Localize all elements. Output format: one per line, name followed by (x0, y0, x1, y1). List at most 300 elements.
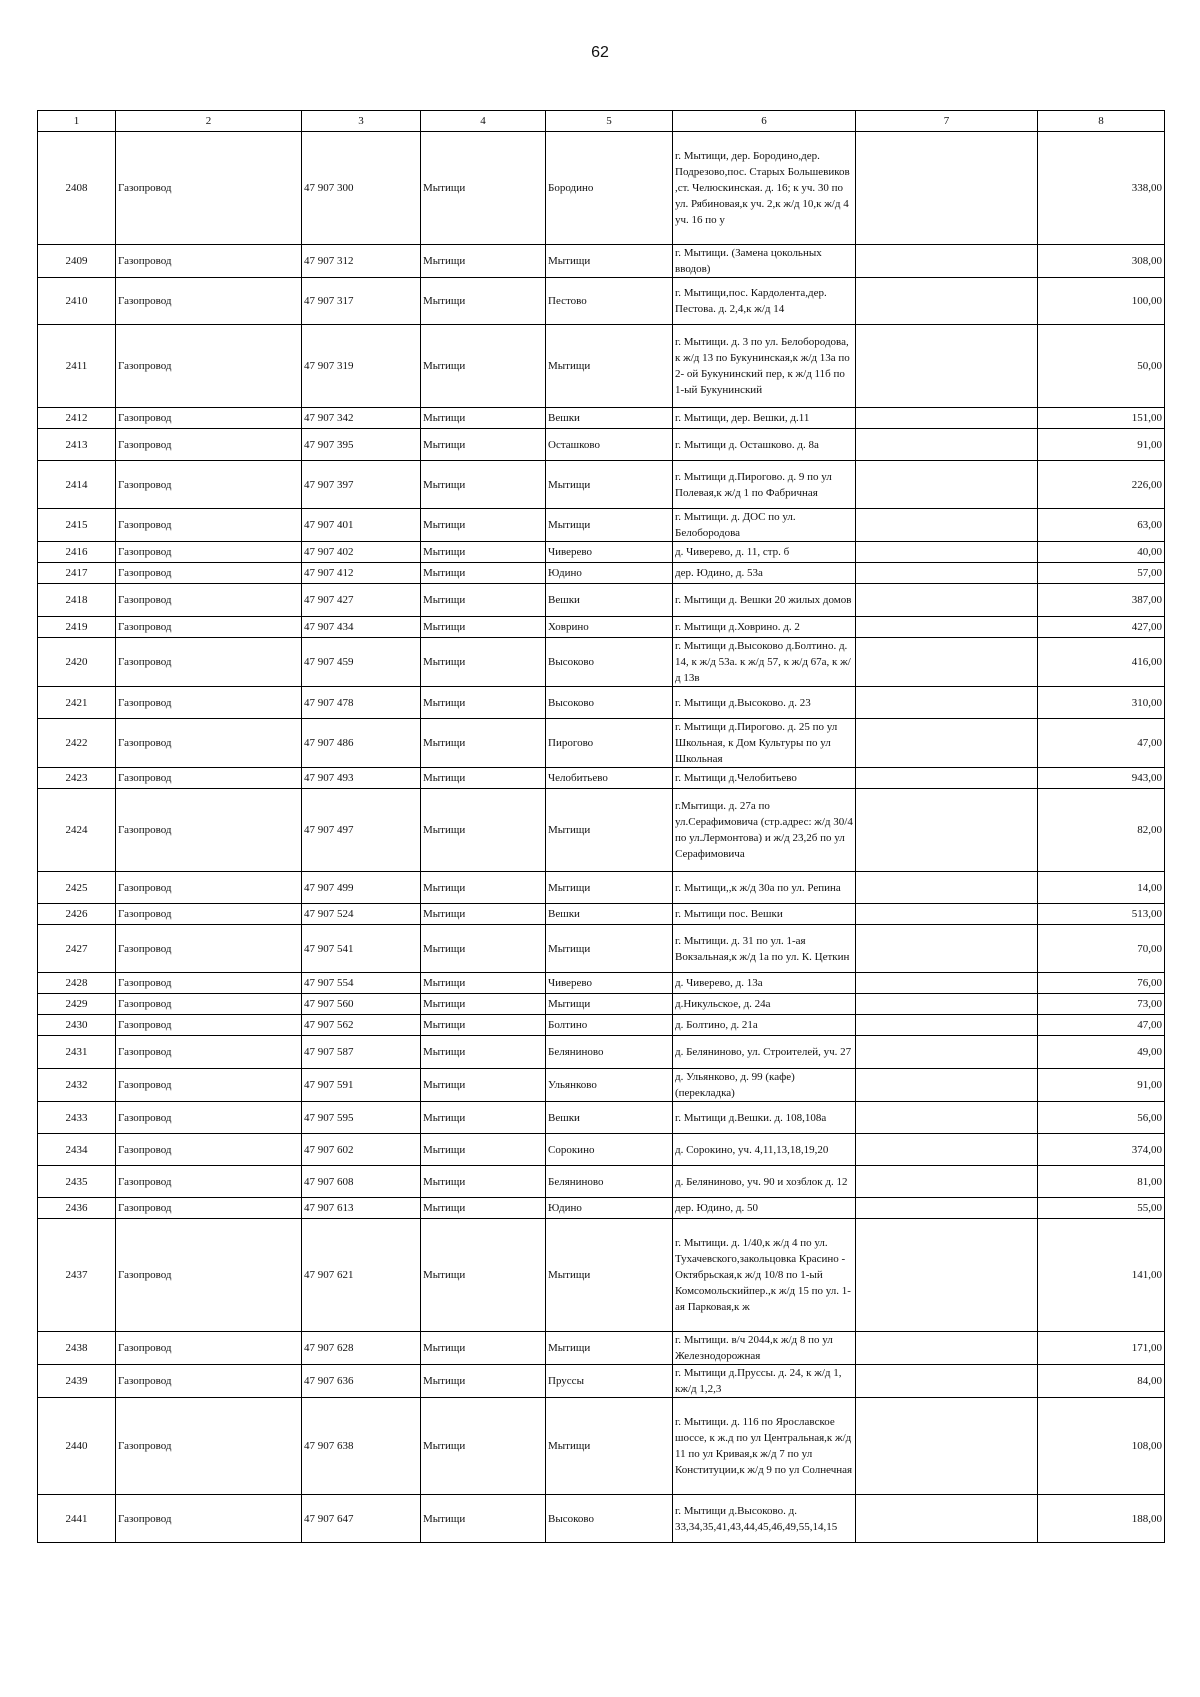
okato-code: 47 907 638 (302, 1398, 421, 1495)
row-number: 2413 (38, 429, 116, 461)
object-name: Газопровод (116, 872, 302, 904)
row-number: 2420 (38, 638, 116, 687)
address-cell: г. Мытищи,пос. Кардолента,дер. Пестова. д. 2,4,к ж/д 14 (673, 278, 856, 325)
empty-cell (856, 1495, 1038, 1543)
okato-code: 47 907 613 (302, 1198, 421, 1219)
length-value: 171,00 (1038, 1332, 1165, 1365)
address-cell: д. Чиверево, д. 11, стр. б (673, 542, 856, 563)
locality-name: Мытищи (546, 1398, 673, 1495)
object-name: Газопровод (116, 461, 302, 509)
length-value: 141,00 (1038, 1219, 1165, 1332)
district-name: Мытищи (421, 789, 546, 872)
locality-name: Вешки (546, 904, 673, 925)
table-header (38, 111, 1165, 132)
table-row (38, 1166, 1165, 1198)
district-name: Мытищи (421, 429, 546, 461)
row-number: 2422 (38, 719, 116, 768)
object-name: Газопровод (116, 1398, 302, 1495)
page-number: 62 (591, 44, 609, 61)
okato-code: 47 907 312 (302, 245, 421, 278)
address-cell: дер. Юдино, д. 50 (673, 1198, 856, 1219)
column-header: 4 (421, 111, 546, 132)
object-name: Газопровод (116, 789, 302, 872)
length-value: 374,00 (1038, 1134, 1165, 1166)
length-value: 49,00 (1038, 1036, 1165, 1069)
district-name: Мытищи (421, 584, 546, 617)
empty-cell (856, 1102, 1038, 1134)
locality-name: Вешки (546, 408, 673, 429)
object-name: Газопровод (116, 1495, 302, 1543)
empty-cell (856, 584, 1038, 617)
length-value: 70,00 (1038, 925, 1165, 973)
object-name: Газопровод (116, 408, 302, 429)
table-row (38, 1069, 1165, 1102)
locality-name: Высоково (546, 638, 673, 687)
address-cell: д. Ульянково, д. 99 (кафе) (перекладка) (673, 1069, 856, 1102)
row-number: 2415 (38, 509, 116, 542)
object-name: Газопровод (116, 768, 302, 789)
object-name: Газопровод (116, 925, 302, 973)
empty-cell (856, 408, 1038, 429)
locality-name: Мытищи (546, 325, 673, 408)
okato-code: 47 907 401 (302, 509, 421, 542)
table-row (38, 1036, 1165, 1069)
okato-code: 47 907 591 (302, 1069, 421, 1102)
object-name: Газопровод (116, 542, 302, 563)
column-header: 8 (1038, 111, 1165, 132)
okato-code: 47 907 499 (302, 872, 421, 904)
district-name: Мытищи (421, 278, 546, 325)
address-cell: д. Беляниново, ул. Строителей, уч. 27 (673, 1036, 856, 1069)
empty-cell (856, 872, 1038, 904)
row-number: 2440 (38, 1398, 116, 1495)
district-name: Мытищи (421, 617, 546, 638)
locality-name: Осташково (546, 429, 673, 461)
column-header: 1 (38, 111, 116, 132)
table-row (38, 1134, 1165, 1166)
locality-name: Мытищи (546, 509, 673, 542)
empty-cell (856, 1069, 1038, 1102)
locality-name: Бородино (546, 132, 673, 245)
length-value: 73,00 (1038, 994, 1165, 1015)
length-value: 226,00 (1038, 461, 1165, 509)
empty-cell (856, 542, 1038, 563)
table-row (38, 509, 1165, 542)
table-row (38, 872, 1165, 904)
object-name: Газопровод (116, 245, 302, 278)
locality-name: Мытищи (546, 1219, 673, 1332)
column-header: 7 (856, 111, 1038, 132)
locality-name: Мытищи (546, 872, 673, 904)
address-cell: г. Мытищи. д. 31 по ул. 1-ая Вокзальная,к ж/д 1а по ул. К. Цеткин (673, 925, 856, 973)
address-cell: дер. Юдино, д. 53а (673, 563, 856, 584)
empty-cell (856, 904, 1038, 925)
registry-table (37, 110, 1165, 1543)
locality-name: Беляниново (546, 1036, 673, 1069)
okato-code: 47 907 395 (302, 429, 421, 461)
district-name: Мытищи (421, 1198, 546, 1219)
row-number: 2438 (38, 1332, 116, 1365)
district-name: Мытищи (421, 1036, 546, 1069)
district-name: Мытищи (421, 461, 546, 509)
length-value: 57,00 (1038, 563, 1165, 584)
address-cell: г. Мытищи. в/ч 2044,к ж/д 8 по ул Железнодорожная (673, 1332, 856, 1365)
object-name: Газопровод (116, 563, 302, 584)
address-cell: г. Мытищи пос. Вешки (673, 904, 856, 925)
length-value: 14,00 (1038, 872, 1165, 904)
locality-name: Пруссы (546, 1365, 673, 1398)
empty-cell (856, 1332, 1038, 1365)
locality-name: Ульянково (546, 1069, 673, 1102)
row-number: 2434 (38, 1134, 116, 1166)
length-value: 47,00 (1038, 719, 1165, 768)
table-row (38, 1219, 1165, 1332)
table-row (38, 638, 1165, 687)
column-header: 2 (116, 111, 302, 132)
empty-cell (856, 687, 1038, 719)
object-name: Газопровод (116, 973, 302, 994)
table-row (38, 904, 1165, 925)
district-name: Мытищи (421, 1332, 546, 1365)
okato-code: 47 907 647 (302, 1495, 421, 1543)
length-value: 310,00 (1038, 687, 1165, 719)
district-name: Мытищи (421, 687, 546, 719)
length-value: 40,00 (1038, 542, 1165, 563)
empty-cell (856, 461, 1038, 509)
empty-cell (856, 925, 1038, 973)
address-cell: д. Болтино, д. 21а (673, 1015, 856, 1036)
okato-code: 47 907 595 (302, 1102, 421, 1134)
okato-code: 47 907 608 (302, 1166, 421, 1198)
district-name: Мытищи (421, 408, 546, 429)
district-name: Мытищи (421, 1219, 546, 1332)
locality-name: Ховрино (546, 617, 673, 638)
empty-cell (856, 278, 1038, 325)
table-row (38, 325, 1165, 408)
district-name: Мытищи (421, 1495, 546, 1543)
row-number: 2412 (38, 408, 116, 429)
locality-name: Чиверево (546, 973, 673, 994)
okato-code: 47 907 319 (302, 325, 421, 408)
okato-code: 47 907 486 (302, 719, 421, 768)
okato-code: 47 907 524 (302, 904, 421, 925)
length-value: 56,00 (1038, 1102, 1165, 1134)
object-name: Газопровод (116, 278, 302, 325)
okato-code: 47 907 554 (302, 973, 421, 994)
okato-code: 47 907 412 (302, 563, 421, 584)
table-row (38, 1495, 1165, 1543)
object-name: Газопровод (116, 1365, 302, 1398)
length-value: 416,00 (1038, 638, 1165, 687)
okato-code: 47 907 493 (302, 768, 421, 789)
table-row (38, 408, 1165, 429)
object-name: Газопровод (116, 509, 302, 542)
address-cell: д. Беляниново, уч. 90 и хозблок д. 12 (673, 1166, 856, 1198)
row-number: 2441 (38, 1495, 116, 1543)
row-number: 2428 (38, 973, 116, 994)
object-name: Газопровод (116, 1069, 302, 1102)
locality-name: Мытищи (546, 461, 673, 509)
table-row (38, 1102, 1165, 1134)
object-name: Газопровод (116, 719, 302, 768)
table-row (38, 973, 1165, 994)
address-cell: г. Мытищи д.Пруссы. д. 24, к ж/д 1, кж/д 1,2,3 (673, 1365, 856, 1398)
okato-code: 47 907 621 (302, 1219, 421, 1332)
table-row (38, 925, 1165, 973)
address-cell: г. Мытищи д. Осташково. д. 8а (673, 429, 856, 461)
empty-cell (856, 325, 1038, 408)
table-body (38, 132, 1165, 1543)
row-number: 2419 (38, 617, 116, 638)
table-row (38, 429, 1165, 461)
locality-name: Челобитьево (546, 768, 673, 789)
table-row (38, 1015, 1165, 1036)
locality-name: Мытищи (546, 1332, 673, 1365)
district-name: Мытищи (421, 872, 546, 904)
empty-cell (856, 1134, 1038, 1166)
district-name: Мытищи (421, 132, 546, 245)
address-cell: г. Мытищи д.Вешки. д. 108,108а (673, 1102, 856, 1134)
row-number: 2433 (38, 1102, 116, 1134)
row-number: 2425 (38, 872, 116, 904)
object-name: Газопровод (116, 1036, 302, 1069)
address-cell: д.Никульское, д. 24а (673, 994, 856, 1015)
locality-name: Юдино (546, 1198, 673, 1219)
length-value: 81,00 (1038, 1166, 1165, 1198)
okato-code: 47 907 562 (302, 1015, 421, 1036)
length-value: 100,00 (1038, 278, 1165, 325)
row-number: 2424 (38, 789, 116, 872)
locality-name: Высоково (546, 1495, 673, 1543)
empty-cell (856, 509, 1038, 542)
table-row (38, 719, 1165, 768)
district-name: Мытищи (421, 994, 546, 1015)
row-number: 2423 (38, 768, 116, 789)
address-cell: г. Мытищи. (Замена цокольных вводов) (673, 245, 856, 278)
district-name: Мытищи (421, 973, 546, 994)
object-name: Газопровод (116, 904, 302, 925)
okato-code: 47 907 587 (302, 1036, 421, 1069)
empty-cell (856, 1219, 1038, 1332)
length-value: 308,00 (1038, 245, 1165, 278)
row-number: 2439 (38, 1365, 116, 1398)
okato-code: 47 907 342 (302, 408, 421, 429)
empty-cell (856, 1198, 1038, 1219)
length-value: 82,00 (1038, 789, 1165, 872)
district-name: Мытищи (421, 509, 546, 542)
empty-cell (856, 789, 1038, 872)
object-name: Газопровод (116, 994, 302, 1015)
district-name: Мытищи (421, 925, 546, 973)
table-row (38, 132, 1165, 245)
address-cell: г. Мытищи. д. 1/40,к ж/д 4 по ул. Тухачевского,закольцовка Красино - Октябрьская,к ж/д 10/8 по 1-ый Комсомольскийпер.,к ж/д 15 по ул. 1-ая Парковая,к ж (673, 1219, 856, 1332)
address-cell: г. Мытищи д.Пирогово. д. 9 по ул Полевая,к ж/д 1 по Фабричная (673, 461, 856, 509)
locality-name: Высоково (546, 687, 673, 719)
object-name: Газопровод (116, 132, 302, 245)
address-cell: г. Мытищи. д. ДОС по ул. Белобородова (673, 509, 856, 542)
okato-code: 47 907 300 (302, 132, 421, 245)
length-value: 427,00 (1038, 617, 1165, 638)
locality-name: Юдино (546, 563, 673, 584)
row-number: 2427 (38, 925, 116, 973)
address-cell: д. Чиверево, д. 13а (673, 973, 856, 994)
okato-code: 47 907 541 (302, 925, 421, 973)
locality-name: Сорокино (546, 1134, 673, 1166)
empty-cell (856, 617, 1038, 638)
table-row (38, 768, 1165, 789)
locality-name: Болтино (546, 1015, 673, 1036)
object-name: Газопровод (116, 1332, 302, 1365)
object-name: Газопровод (116, 325, 302, 408)
length-value: 513,00 (1038, 904, 1165, 925)
district-name: Мытищи (421, 1069, 546, 1102)
district-name: Мытищи (421, 638, 546, 687)
object-name: Газопровод (116, 1134, 302, 1166)
locality-name: Вешки (546, 584, 673, 617)
empty-cell (856, 1398, 1038, 1495)
district-name: Мытищи (421, 563, 546, 584)
table-row (38, 994, 1165, 1015)
empty-cell (856, 973, 1038, 994)
empty-cell (856, 1365, 1038, 1398)
address-cell: г. Мытищи. д. 116 по Ярославское шоссе, к ж.д по ул Центральная,к ж/д 11 по ул Кривая,к ж/д 7 по ул Конституции,к ж/д 9 по ул Солнечная (673, 1398, 856, 1495)
address-cell: г. Мытищи д.Высоково. д. 23 (673, 687, 856, 719)
okato-code: 47 907 402 (302, 542, 421, 563)
empty-cell (856, 563, 1038, 584)
row-number: 2411 (38, 325, 116, 408)
table-row (38, 687, 1165, 719)
length-value: 91,00 (1038, 429, 1165, 461)
district-name: Мытищи (421, 719, 546, 768)
length-value: 387,00 (1038, 584, 1165, 617)
row-number: 2409 (38, 245, 116, 278)
empty-cell (856, 719, 1038, 768)
row-number: 2418 (38, 584, 116, 617)
object-name: Газопровод (116, 638, 302, 687)
table-row (38, 278, 1165, 325)
locality-name: Мытищи (546, 245, 673, 278)
empty-cell (856, 245, 1038, 278)
empty-cell (856, 1015, 1038, 1036)
district-name: Мытищи (421, 904, 546, 925)
district-name: Мытищи (421, 1166, 546, 1198)
address-cell: г. Мытищи д.Челобитьево (673, 768, 856, 789)
row-number: 2414 (38, 461, 116, 509)
object-name: Газопровод (116, 1219, 302, 1332)
column-header: 3 (302, 111, 421, 132)
table-row (38, 1365, 1165, 1398)
object-name: Газопровод (116, 1102, 302, 1134)
length-value: 108,00 (1038, 1398, 1165, 1495)
address-cell: г. Мытищи,,к ж/д 30а по ул. Репина (673, 872, 856, 904)
locality-name: Пестово (546, 278, 673, 325)
locality-name: Мытищи (546, 789, 673, 872)
okato-code: 47 907 560 (302, 994, 421, 1015)
length-value: 55,00 (1038, 1198, 1165, 1219)
okato-code: 47 907 497 (302, 789, 421, 872)
row-number: 2436 (38, 1198, 116, 1219)
okato-code: 47 907 478 (302, 687, 421, 719)
district-name: Мытищи (421, 1365, 546, 1398)
object-name: Газопровод (116, 687, 302, 719)
row-number: 2429 (38, 994, 116, 1015)
address-cell: г. Мытищи д.Высоково д.Болтино. д. 14, к ж/д 53а. к ж/д 57, к ж/д 67а, к ж/д 13в (673, 638, 856, 687)
locality-name: Чиверево (546, 542, 673, 563)
object-name: Газопровод (116, 584, 302, 617)
table-row (38, 789, 1165, 872)
length-value: 91,00 (1038, 1069, 1165, 1102)
okato-code: 47 907 434 (302, 617, 421, 638)
length-value: 47,00 (1038, 1015, 1165, 1036)
okato-code: 47 907 628 (302, 1332, 421, 1365)
length-value: 50,00 (1038, 325, 1165, 408)
object-name: Газопровод (116, 1015, 302, 1036)
column-header: 5 (546, 111, 673, 132)
row-number: 2410 (38, 278, 116, 325)
length-value: 76,00 (1038, 973, 1165, 994)
district-name: Мытищи (421, 542, 546, 563)
address-cell: г. Мытищи д.Ховрино. д. 2 (673, 617, 856, 638)
address-cell: г. Мытищи, дер. Бородино,дер. Подрезово,пос. Старых Большевиков ,ст. Челюскинская. д. 16; к уч. 30 по ул. Рябиновая,к уч. 2,к ж/д 10,к ж/д 4 уч. 16 по у (673, 132, 856, 245)
row-number: 2416 (38, 542, 116, 563)
length-value: 84,00 (1038, 1365, 1165, 1398)
length-value: 188,00 (1038, 1495, 1165, 1543)
empty-cell (856, 1166, 1038, 1198)
table-row (38, 245, 1165, 278)
header-row (38, 111, 1165, 132)
object-name: Газопровод (116, 617, 302, 638)
district-name: Мытищи (421, 1134, 546, 1166)
okato-code: 47 907 602 (302, 1134, 421, 1166)
length-value: 338,00 (1038, 132, 1165, 245)
address-cell: г. Мытищи. д. 3 по ул. Белобородова, к ж/д 13 по Букунинская,к ж/д 13а по 2- ой Букунинский пер, к ж/д 11б по 1-ый Букунинский (673, 325, 856, 408)
address-cell: г. Мытищи, дер. Вешки, д.11 (673, 408, 856, 429)
row-number: 2417 (38, 563, 116, 584)
locality-name: Мытищи (546, 925, 673, 973)
empty-cell (856, 132, 1038, 245)
table-row (38, 1398, 1165, 1495)
locality-name: Вешки (546, 1102, 673, 1134)
address-cell: г. Мытищи д.Высоково. д. 33,34,35,41,43,44,45,46,49,55,14,15 (673, 1495, 856, 1543)
address-cell: г.Мытищи. д. 27а по ул.Серафимовича (стр.адрес: ж/д 30/4 по ул.Лермонтова) и ж/д 23,2б по ул Серафимовича (673, 789, 856, 872)
okato-code: 47 907 317 (302, 278, 421, 325)
table-row (38, 1332, 1165, 1365)
district-name: Мытищи (421, 325, 546, 408)
locality-name: Пирогово (546, 719, 673, 768)
row-number: 2435 (38, 1166, 116, 1198)
address-cell: д. Сорокино, уч. 4,11,13,18,19,20 (673, 1134, 856, 1166)
address-cell: г. Мытищи д.Пирогово. д. 25 по ул Школьная, к Дом Культуры по ул Школьная (673, 719, 856, 768)
address-cell: г. Мытищи д. Вешки 20 жилых домов (673, 584, 856, 617)
empty-cell (856, 429, 1038, 461)
object-name: Газопровод (116, 1166, 302, 1198)
okato-code: 47 907 636 (302, 1365, 421, 1398)
row-number: 2431 (38, 1036, 116, 1069)
object-name: Газопровод (116, 429, 302, 461)
district-name: Мытищи (421, 245, 546, 278)
row-number: 2421 (38, 687, 116, 719)
empty-cell (856, 994, 1038, 1015)
table-row (38, 563, 1165, 584)
locality-name: Мытищи (546, 994, 673, 1015)
table-row (38, 542, 1165, 563)
row-number: 2408 (38, 132, 116, 245)
okato-code: 47 907 427 (302, 584, 421, 617)
object-name: Газопровод (116, 1198, 302, 1219)
table-row (38, 461, 1165, 509)
district-name: Мытищи (421, 1398, 546, 1495)
district-name: Мытищи (421, 1015, 546, 1036)
